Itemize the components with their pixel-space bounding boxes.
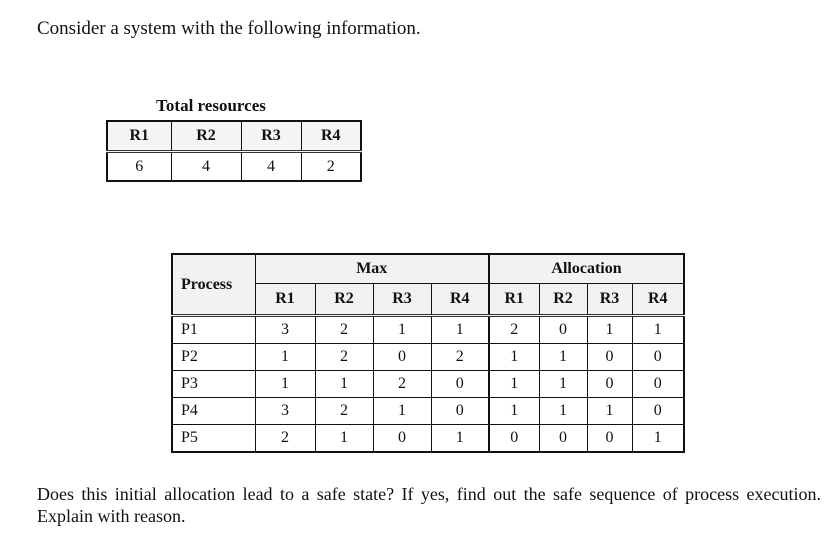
max-resource-header: R4: [431, 284, 489, 316]
max-cell: 0: [431, 371, 489, 398]
allocation-header: Allocation: [489, 254, 684, 284]
total-resources-header-row: [107, 121, 361, 152]
max-cell: 1: [373, 316, 431, 344]
allocation-cell: 0: [539, 425, 587, 453]
resource-header: R4: [301, 121, 361, 152]
table-row: [172, 371, 684, 398]
process-header: Process: [172, 254, 255, 316]
allocation-resource-header: R1: [489, 284, 539, 316]
allocation-cell: 0: [632, 344, 684, 371]
question-text: Does this initial allocation lead to a safe state? If yes, find out the safe sequence of process execution. Explain with reason.: [37, 484, 821, 526]
allocation-cell: 1: [489, 344, 539, 371]
max-cell: 2: [315, 344, 373, 371]
resource-value: 4: [171, 152, 241, 182]
allocation-cell: 1: [489, 371, 539, 398]
allocation-cell: 1: [539, 344, 587, 371]
max-header: Max: [255, 254, 489, 284]
resource-value: 6: [107, 152, 171, 182]
allocation-cell: 1: [489, 398, 539, 425]
resource-value: 4: [241, 152, 301, 182]
allocation-cell: 0: [632, 398, 684, 425]
max-resource-header: R2: [315, 284, 373, 316]
total-resources-value-row: [107, 152, 361, 182]
max-cell: 0: [373, 344, 431, 371]
allocation-cell: 0: [632, 371, 684, 398]
process-table: [171, 253, 685, 453]
table-row: [172, 398, 684, 425]
process-table-group-row: [172, 254, 684, 284]
max-cell: 2: [315, 398, 373, 425]
total-resources-caption: Total resources: [156, 96, 266, 115]
resource-header: R1: [107, 121, 171, 152]
allocation-cell: 1: [539, 398, 587, 425]
intro-text: Consider a system with the following information.: [37, 18, 421, 39]
allocation-cell: 1: [632, 316, 684, 344]
allocation-cell: 2: [489, 316, 539, 344]
resource-header: R2: [171, 121, 241, 152]
process-name: P2: [172, 344, 255, 371]
allocation-cell: 0: [587, 425, 632, 453]
max-cell: 3: [255, 316, 315, 344]
process-name: P3: [172, 371, 255, 398]
allocation-cell: 0: [489, 425, 539, 453]
allocation-resource-header: R2: [539, 284, 587, 316]
max-cell: 1: [255, 344, 315, 371]
allocation-cell: 1: [587, 316, 632, 344]
max-cell: 3: [255, 398, 315, 425]
resource-value: 2: [301, 152, 361, 182]
allocation-cell: 0: [539, 316, 587, 344]
process-name: P1: [172, 316, 255, 344]
max-resource-header: R3: [373, 284, 431, 316]
allocation-cell: 1: [587, 398, 632, 425]
max-cell: 0: [431, 398, 489, 425]
allocation-resource-header: R4: [632, 284, 684, 316]
max-cell: 2: [255, 425, 315, 453]
max-cell: 1: [315, 425, 373, 453]
allocation-cell: 1: [632, 425, 684, 453]
total-resources-table: [106, 120, 362, 182]
allocation-cell: 0: [587, 344, 632, 371]
max-cell: 1: [315, 371, 373, 398]
max-cell: 1: [373, 398, 431, 425]
table-row: [172, 344, 684, 371]
max-cell: 0: [373, 425, 431, 453]
allocation-cell: 1: [539, 371, 587, 398]
max-cell: 2: [315, 316, 373, 344]
max-cell: 2: [373, 371, 431, 398]
allocation-cell: 0: [587, 371, 632, 398]
max-cell: 2: [431, 344, 489, 371]
process-name: P5: [172, 425, 255, 453]
max-cell: 1: [431, 316, 489, 344]
max-cell: 1: [431, 425, 489, 453]
table-row: [172, 425, 684, 453]
process-name: P4: [172, 398, 255, 425]
max-cell: 1: [255, 371, 315, 398]
max-resource-header: R1: [255, 284, 315, 316]
table-row: [172, 316, 684, 344]
allocation-resource-header: R3: [587, 284, 632, 316]
resource-header: R3: [241, 121, 301, 152]
